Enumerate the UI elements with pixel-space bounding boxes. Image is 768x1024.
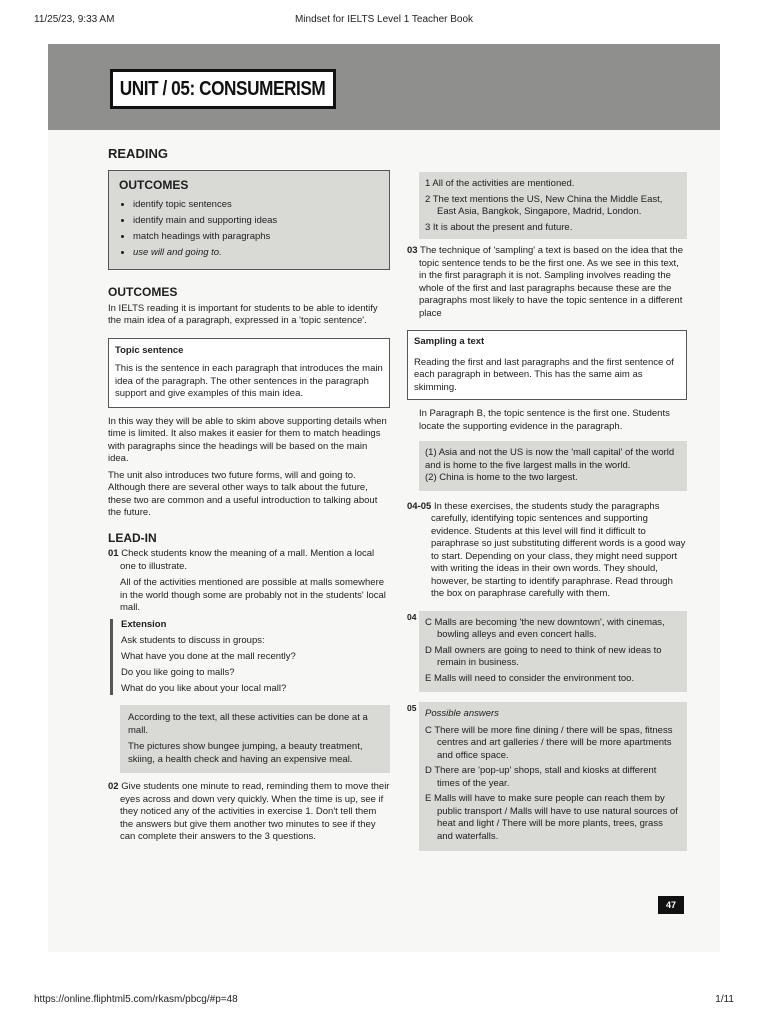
outcomes-box-title: OUTCOMES (119, 177, 189, 192)
right-column (407, 172, 687, 851)
outcomes-list (119, 199, 379, 260)
answer-item: C There will be more fine dining / there will be spas, fitness centres and art galleries / there will be more apartments and office space. (425, 724, 673, 761)
extension-block (110, 619, 390, 696)
extension-title: Extension (121, 618, 167, 630)
step-01-note: All of the activities mentioned are possible at malls somewhere in the world though some are probably not in the students' local mall. (120, 577, 386, 613)
step-04-05-text: In these exercises, the students study the paragraphs carefully, identifying topic sentences and supporting evidence. Students at this level will find it difficult to paraphrase so just substituting different words is a good way to start. Depending on your class, they might need support with writing the ideas in their own words. They should, however, be starting to identify paraphrase. Read through the box on paraphrase carefully with them. (431, 500, 686, 599)
answer-item: C Malls are becoming 'the new downtown', with cinemas, bowling alleys and even concert halls. (425, 616, 665, 640)
step-number: 04 (407, 611, 417, 622)
step-number: 03 (407, 245, 418, 256)
extension-line: Ask students to discuss in groups: (121, 634, 265, 646)
outcome-item: • use will and going to. (133, 247, 379, 260)
outcome-item: • match headings with paragraphs (133, 231, 379, 244)
sampling-title: Sampling a text (414, 336, 485, 347)
answer-item: E Malls will have to make sure people can reach them by public transport / Malls will have to use natural sources of heat and light / There will be more plants, trees, grass and waterfalls. (425, 793, 678, 842)
book-page (48, 44, 720, 952)
page-number: 47 (658, 896, 684, 914)
outcome-item: • identify main and supporting ideas (133, 215, 379, 228)
paragraph-b-note: In Paragraph B, the topic sentence is the first one. Students locate the supporting evidence in the paragraph. (419, 408, 670, 432)
outcomes-box (108, 170, 390, 271)
outcomes-heading: OUTCOMES (108, 285, 178, 299)
answer-item: D There are 'pop-up' shops, stall and kiosks at different times of the year. (425, 765, 657, 789)
sampling-box (407, 330, 687, 400)
step-01-text: Check students know the meaning of a mall. Mention a local one to illustrate. (120, 548, 375, 572)
answer-box-01 (120, 705, 390, 773)
answer-item: 3 It is about the present and future. (425, 221, 573, 233)
step-04-05 (407, 501, 687, 601)
answer-item: E Malls will need to consider the environment too. (425, 672, 635, 684)
outcomes-text: In IELTS reading it is important for students to be able to identify the main idea of a paragraph, expressed in a 'topic sentence'. (108, 302, 378, 326)
future-paragraph: The unit also introduces two future forms, will and going to. Although there are several other ways to talk about the future, these two are common and a useful introduction to talking about the future. (108, 469, 378, 518)
reading-heading: READING (108, 146, 168, 161)
topic-sentence-title: Topic sentence (115, 344, 184, 356)
leadin-heading: LEAD-IN (108, 530, 157, 545)
answers-05-box (419, 702, 687, 851)
answer-item: 1 All of the activities are mentioned. (425, 178, 575, 189)
exercise-04 (407, 611, 687, 693)
exercise-05 (407, 702, 687, 851)
possible-answers-label: Possible answers (425, 708, 499, 719)
step-03-text: The technique of 'sampling' a text is based on the idea that the topic sentence tends to be the first one. As we see in this text, in the first paragraph it is not. Sampling involves reading the whole of the first and last paragraphs because these are the paragraphs most likely to have the topic sentence in a different place (419, 245, 683, 319)
outcome-item: • identify topic sentences (133, 199, 379, 212)
evidence-box (419, 441, 687, 491)
evidence-line: (2) China is home to the two largest. (425, 472, 578, 483)
extension-line: What do you like about your local mall? (121, 682, 287, 694)
left-column (108, 148, 390, 844)
evidence-line: (1) Asia and not the US is now the 'mall capital' of the world and is home to the five largest malls in the world. (425, 447, 675, 471)
skim-paragraph: In this way they will be able to skim above supporting details when time is limited. It also makes it easier for them to match headings with paragraphs since the headings will be based on the main idea. (108, 415, 387, 464)
extension-line: What have you done at the mall recently? (121, 650, 296, 662)
extension-line: Do you like going to malls? (121, 666, 235, 678)
step-number: 05 (407, 703, 417, 713)
step-number: 02 (108, 781, 119, 792)
answer-line: The pictures show bungee jumping, a beauty treatment, skiing, a health check and having an expensive meal. (128, 741, 363, 765)
answers-top-box (419, 172, 687, 239)
unit-title-box (110, 69, 336, 109)
step-number: 01 (108, 548, 119, 559)
unit-title: UNIT / 05: CONSUMERISM (120, 77, 326, 100)
print-page-counter: 1/11 (715, 994, 734, 1005)
step-02 (108, 781, 390, 844)
answer-item: D Mall owners are going to need to think of new ideas to remain in business. (425, 644, 662, 668)
step-number: 04-05 (407, 500, 432, 512)
print-title: Mindset for IELTS Level 1 Teacher Book (294, 14, 474, 25)
step-02-text: Give students one minute to read, reminding them to move their eyes across and down very quickly. When the time is up, see if they noticed any of the activities in exercise 1. Don't tell them the answers but give them another two minutes to see if they can complete their answers to the 3 questions. (120, 781, 390, 842)
step-01 (108, 548, 390, 573)
topic-sentence-text: This is the sentence in each paragraph that introduces the main idea of the paragraph. The other sentences in the paragraph support and give examples of this main idea. (115, 363, 383, 399)
print-datetime: 11/25/23, 9:33 AM (34, 14, 115, 25)
answer-item: 2 The text mentions the US, New China the Middle East, East Asia, Bangkok, Singapore, Madrid, London. (425, 193, 663, 217)
sampling-text: Reading the first and last paragraphs and the first sentence of each paragraph in between. This has the same aim as skimming. (414, 356, 674, 393)
topic-sentence-box (108, 338, 390, 408)
step-03 (407, 245, 687, 320)
answer-line: According to the text, all these activities can be done at a mall. (128, 712, 368, 736)
answers-04-box (419, 611, 687, 693)
print-url: https://online.fliphtml5.com/rkasm/pbcg/#p=48 (34, 994, 238, 1005)
header-band (48, 44, 720, 130)
